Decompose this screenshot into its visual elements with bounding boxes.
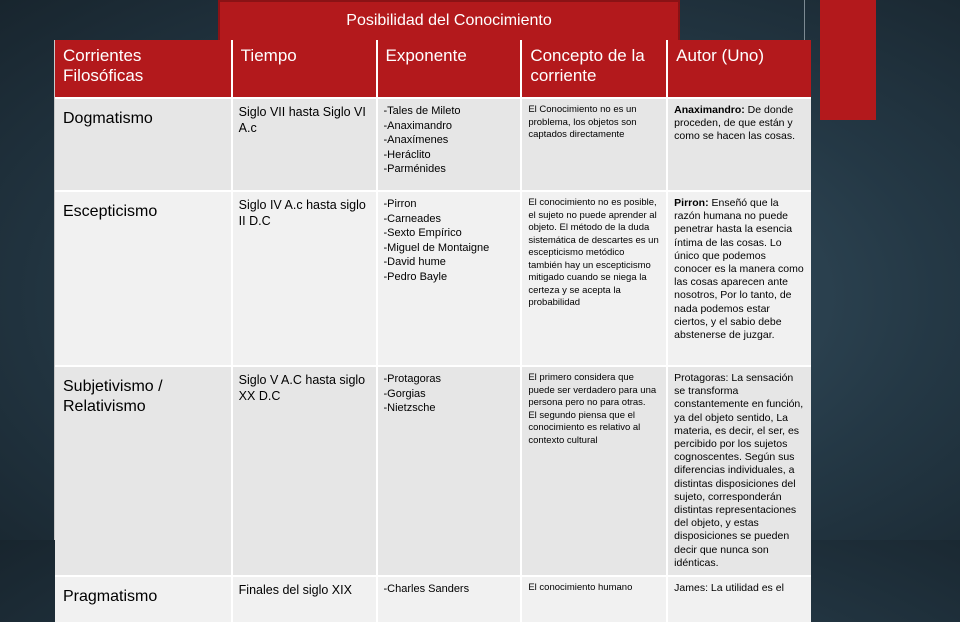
cell-exponente: -Protagoras -Gorgias -Nietzsche bbox=[377, 366, 522, 576]
header-tiempo: Tiempo bbox=[232, 40, 377, 98]
cell-tiempo: Siglo V A.C hasta siglo XX D.C bbox=[232, 366, 377, 576]
cell-exponente: -Tales de Mileto -Anaximandro -Anaxímenes -Heráclito -Parménides bbox=[377, 98, 522, 191]
autor-name: Pirron: bbox=[674, 197, 709, 209]
header-concepto: Concepto de la corriente bbox=[521, 40, 667, 98]
autor-text: Protagoras: La sensación se transforma constantemente en función, ya del objeto sentido, La materia, es decir, el ser, es percibido por los sujetos cognoscentes. Según sus diferencias individuales, a distintas disposiciones del sujeto, corresponderán distintas representaciones del objeto, y estas disposiciones se pueden decir que nunca son idénticas. bbox=[674, 372, 804, 569]
cell-tiempo: Siglo VII hasta Siglo VI A.c bbox=[232, 98, 377, 191]
cell-autor bbox=[667, 366, 811, 576]
cell-corriente: Dogmatismo bbox=[55, 98, 232, 191]
autor-text: De donde proceden, de que están y como se hacen las cosas. bbox=[674, 104, 795, 143]
cell-concepto: El primero considera que puede ser verdadero para una persona pero no para otras. El segundo piensa que el conocimiento es relativo al contexto cultural bbox=[521, 366, 667, 576]
decorative-red-bar bbox=[820, 0, 876, 120]
cell-corriente: Pragmatismo bbox=[55, 576, 232, 622]
table-row bbox=[55, 576, 811, 622]
table-row bbox=[55, 366, 811, 576]
table-row bbox=[55, 191, 811, 366]
cell-concepto: El conocimiento humano bbox=[521, 576, 667, 622]
cell-tiempo: Siglo IV A.c hasta siglo II D.C bbox=[232, 191, 377, 366]
cell-concepto: El Conocimiento no es un problema, los objetos son captados directamente bbox=[521, 98, 667, 191]
slide-title: Posibilidad del Conocimiento bbox=[218, 0, 680, 42]
header-corrientes: Corrientes Filosóficas bbox=[55, 40, 232, 98]
table-row bbox=[55, 98, 811, 191]
cell-corriente: Subjetivismo / Relativismo bbox=[55, 366, 232, 576]
cell-autor bbox=[667, 191, 811, 366]
cell-tiempo: Finales del siglo XIX bbox=[232, 576, 377, 622]
table-header-row bbox=[55, 40, 811, 98]
header-autor: Autor (Uno) bbox=[667, 40, 811, 98]
cell-exponente: -Pirron -Carneades -Sexto Empírico -Miguel de Montaigne -David hume -Pedro Bayle bbox=[377, 191, 522, 366]
autor-text: James: La utilidad es el bbox=[674, 582, 784, 595]
autor-name: Anaximandro: bbox=[674, 104, 745, 116]
cell-autor bbox=[667, 576, 811, 622]
cell-exponente: -Charles Sanders bbox=[377, 576, 522, 622]
cell-autor bbox=[667, 98, 811, 191]
autor-text: Enseñó que la razón humana no puede penetrar hasta la esencia íntima de las cosas. Lo único que podemos conocer es la manera como las cosas aparecen ante nosotros, Por lo tanto, de nada podemos estar ciertos, y el sabio debe abstenerse de juzgar. bbox=[674, 197, 804, 342]
cell-corriente: Escepticismo bbox=[55, 191, 232, 366]
cell-concepto: El conocimiento no es posible, el sujeto no puede aprender al objeto. El método de la duda sistemática de descartes es un escepticismo metódico también hay un escepticismo mitigado cuando se niega la certeza y se acepta la probabilidad bbox=[521, 191, 667, 366]
knowledge-table bbox=[54, 40, 811, 606]
header-exponente: Exponente bbox=[377, 40, 522, 98]
